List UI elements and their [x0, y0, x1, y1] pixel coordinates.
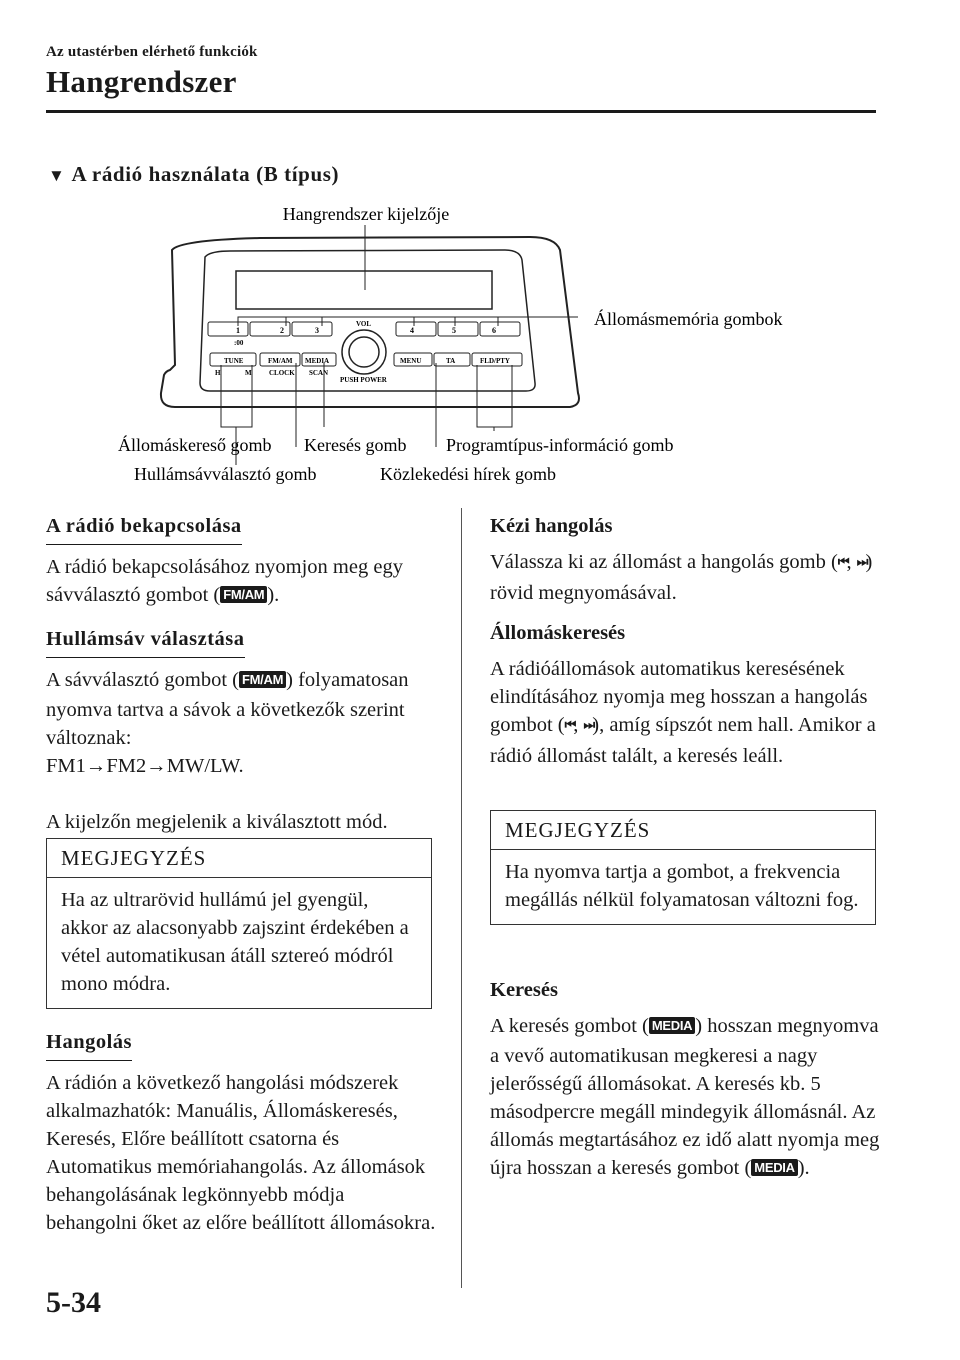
page-title: Hangrendszer — [46, 64, 237, 99]
callout-seek-button: Állomáskereső gomb — [118, 435, 272, 455]
note-box-left — [46, 838, 432, 1009]
power-on-text: A rádió bekapcsolásához nyomjon meg egy sávválasztó gombot ( FM/AM ). — [46, 556, 403, 606]
volume-knob-inner — [349, 337, 379, 367]
tuning-section — [46, 1028, 438, 1237]
scan-section — [490, 976, 880, 1184]
triangle-marker-icon: ▼ — [48, 166, 66, 185]
band-select-text-2: A kijelzőn megjelenik a kiválasztott mód. — [46, 811, 388, 833]
note-text: Ha az ultrarövid hullámú jel gyengül, akkor az alacsonyabb zajszint érdekében a vétel automatikusan átáll sztereó módról mono módra. — [61, 889, 409, 995]
vol-label: VOL — [356, 320, 372, 328]
callout-display: Hangrendszer kijelzője — [282, 204, 450, 224]
h-label: H — [215, 369, 221, 377]
next-track-icon: ⏭ — [856, 555, 866, 570]
note-heading: MEGJEGYZÉS — [47, 839, 431, 878]
page-number: 5-34 — [46, 1286, 101, 1319]
prev-track-icon: ⏮ — [837, 555, 847, 570]
callout-pty-button: Programtípus-információ gomb — [446, 435, 674, 455]
scan-heading: Keresés — [490, 979, 558, 1001]
manual-tuning-text: Válassza ki az állomást a hangolás gomb (⏮, ⏭) rövid megnyomásával. — [490, 551, 873, 604]
note-box-right — [490, 810, 876, 925]
seek-heading: Állomáskeresés — [490, 622, 626, 644]
m-label: M — [245, 369, 252, 377]
clock-label: CLOCK — [269, 369, 295, 377]
section-heading — [48, 162, 339, 187]
prev-track-icon: ⏮ — [564, 718, 574, 733]
leader-lines — [221, 225, 578, 465]
media-key-icon: MEDIA — [751, 1159, 797, 1176]
next-track-icon: ⏭ — [583, 718, 593, 733]
preset-button-6 — [480, 322, 520, 336]
callout-ta-button: Közlekedési hírek gomb — [380, 464, 556, 484]
clock-00-label: :00 — [234, 339, 244, 347]
fld-pty-label: FLD/PTY — [480, 357, 510, 365]
preset-label-4: 4 — [410, 326, 414, 335]
note-heading: MEGJEGYZÉS — [491, 811, 875, 850]
scan-text: A keresés gombot ( MEDIA ) hosszan megnyomva a vevő automatikusan megkeresi a nagy jelerősségű állomásokat. A keresés kb. 5 másodpercre megáll mindegyik állomásnál. Az állomás megtartásához ez idő alatt nyomja meg újra hosszan a keresés gombot ( MEDIA ). — [490, 1015, 880, 1179]
title-rule — [46, 110, 876, 113]
tuning-heading: Hangolás — [46, 1028, 132, 1061]
manual-tuning-heading: Kézi hangolás — [490, 515, 613, 537]
media-label: MEDIA — [305, 357, 330, 365]
menu-label: MENU — [400, 357, 422, 365]
preset-label-6: 6 — [492, 326, 496, 335]
fm-am-label: FM/AM — [268, 357, 293, 365]
tune-label: TUNE — [224, 357, 244, 365]
preset-button-3 — [292, 322, 332, 336]
preset-label-1: 1 — [236, 326, 240, 335]
band-sequence: FM1→FM2→MW/LW. — [46, 755, 244, 777]
breadcrumb: Az utastérben elérhető funkciók — [46, 44, 258, 60]
callout-band-button: Hullámsávválasztó gomb — [134, 464, 317, 484]
preset-button-1 — [208, 322, 248, 336]
right-column — [490, 512, 880, 770]
preset-button-2 — [250, 322, 290, 336]
band-select-heading: Hullámsáv választása — [46, 625, 245, 658]
ta-label: TA — [446, 357, 456, 365]
left-column — [46, 512, 438, 836]
fm-am-key-icon: FM/AM — [239, 671, 286, 688]
scan-label: SCAN — [309, 369, 329, 377]
media-key-icon: MEDIA — [649, 1017, 695, 1034]
callout-preset-buttons: Állomásmemória gombok — [594, 309, 783, 329]
tuning-text: A rádión a következő hangolási módszerek alkalmazhatók: Manuális, Állomáskeresés, Keresés, Előre beállított csatorna és Automatikus memóriahangolás. Az állomások behangolásának legkönnyebb módja behangolni őket az előre beállított állomásokra. — [46, 1072, 436, 1234]
preset-button-5 — [438, 322, 478, 336]
callout-scan-button: Keresés gomb — [304, 435, 407, 455]
power-on-heading: A rádió bekapcsolása — [46, 512, 242, 545]
preset-button-4 — [396, 322, 436, 336]
note-text: Ha nyomva tartja a gombot, a frekvencia megállás nélkül folyamatosan változni fog. — [505, 861, 859, 911]
fm-am-key-icon: FM/AM — [220, 586, 267, 603]
band-select-text: A sávválasztó gombot ( FM/AM ) folyamatosan nyomva tartva a sávok a következők szerint változnak: — [46, 669, 409, 749]
section-title: A rádió használata (B típus) — [71, 162, 340, 186]
column-divider — [461, 508, 462, 1288]
preset-label-2: 2 — [280, 326, 284, 335]
preset-label-5: 5 — [452, 326, 456, 335]
preset-label-3: 3 — [315, 326, 319, 335]
radio-panel-diagram — [0, 195, 960, 495]
push-power-label: PUSH POWER — [340, 376, 387, 384]
seek-text: A rádióállomások automatikus keresésének elindításához nyomja meg hosszan a hangolás gombot (⏮, ⏭), amíg sípszót nem hall. Amikor a rádió állomást talált, a keresés leáll. — [490, 658, 876, 767]
audio-display — [236, 271, 492, 309]
